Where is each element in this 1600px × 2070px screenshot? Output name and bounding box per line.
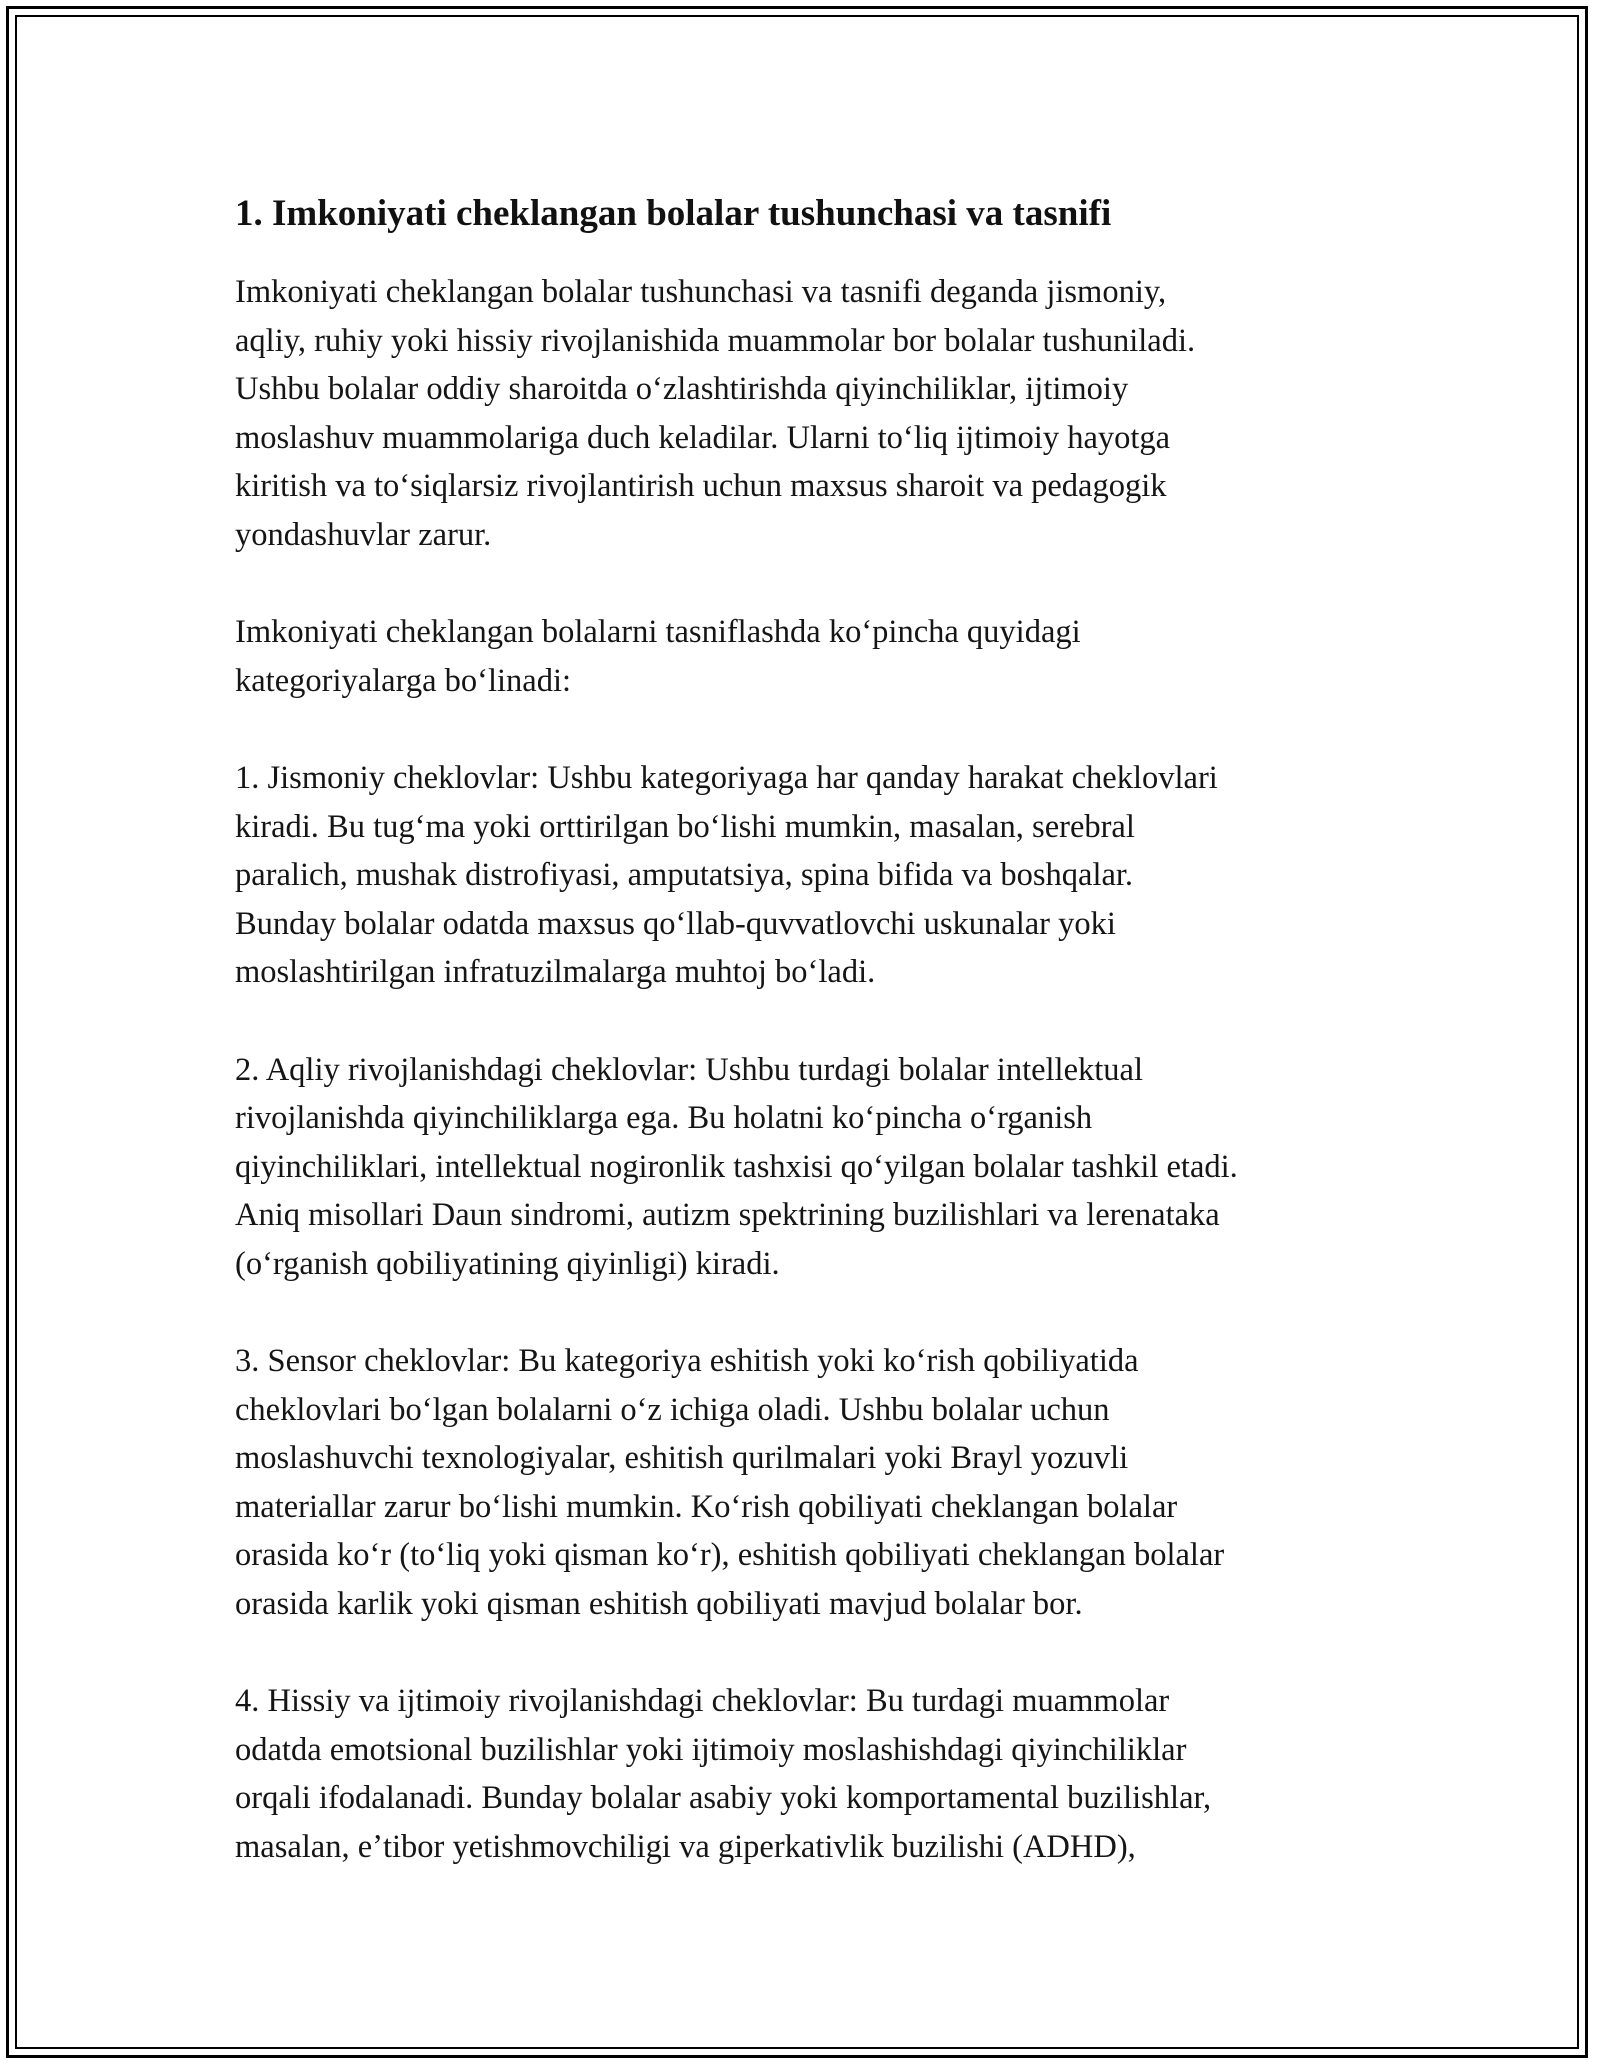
- paragraph-classification-intro: Imkoniyati cheklangan bolalarni tasniflashda koʻpincha quyidagi kategoriyalarga boʻlinadi:: [235, 614, 1081, 699]
- page-title: 1. Imkoniyati cheklangan bolalar tushunchasi va tasnifi: [235, 193, 1112, 234]
- document-body: [235, 188, 1375, 1871]
- paragraph-intro: Imkoniyati cheklangan bolalar tushunchasi va tasnifi deganda jismoniy, aqliy, ruhiy yoki hissiy rivojlanishida muammolar bor bolalar tushuniladi. Ushbu bolalar oddiy sharoitda oʻzlashtirishda qiyinchiliklar, ijtimoiy moslashuv muammolariga duch keladilar. Ularni toʻliq ijtimoiy hayotga kiritish va toʻsiqlarsiz rivojlantirish uchun maxsus sharoit va pedagogik yondashuvlar zarur.: [235, 274, 1196, 553]
- paragraph-physical-limitations: 1. Jismoniy cheklovlar: Ushbu kategoriyaga har qanday harakat cheklovlari kiradi. Bu tugʻma yoki orttirilgan boʻlishi mumkin, masalan, serebral paralich, mushak distrofiyasi, amputatsiya, spina bifida va boshqalar. Bunday bolalar odatda maxsus qoʻllab-quvvatlovchi uskunalar yoki moslashtirilgan infratuzilmalarga muhtoj boʻladi.: [235, 760, 1218, 990]
- paragraph-sensory-limitations: 3. Sensor cheklovlar: Bu kategoriya eshitish yoki koʻrish qobiliyatida cheklovlari boʻlgan bolalarni oʻz ichiga oladi. Ushbu bolalar uchun moslashuvchi texnologiyalar, eshitish qurilmalari yoki Brayl yozuvli materiallar zarur boʻlishi mumkin. Koʻrish qobiliyati cheklangan bolalar orasida koʻr (toʻliq yoki qisman koʻr), eshitish qobiliyati cheklangan bolalar orasida karlik yoki qisman eshitish qobiliyati mavjud bolalar bor.: [235, 1343, 1225, 1622]
- paragraph-emotional-social-limitations: 4. Hissiy va ijtimoiy rivojlanishdagi cheklovlar: Bu turdagi muammolar odatda emotsional buzilishlar yoki ijtimoiy moslashishdagi qiyinchiliklar orqali ifodalanadi. Bunday bolalar asabiy yoki komportamental buzilishlar, masalan, eʼtibor yetishmovchiligi va giperkativlik buzilishi (ADHD),: [235, 1683, 1212, 1865]
- paragraph-mental-limitations: 2. Aqliy rivojlanishdagi cheklovlar: Ushbu turdagi bolalar intellektual rivojlanishda qiyinchiliklarga ega. Bu holatni koʻpincha oʻrganish qiyinchiliklari, intellektual nogironlik tashxisi qoʻyilgan bolalar tashkil etadi. Aniq misollari Daun sindromi, autizm spektrining buzilishlari va lerenataka (oʻrganish qobiliyatining qiyinligi) kiradi.: [235, 1051, 1238, 1282]
